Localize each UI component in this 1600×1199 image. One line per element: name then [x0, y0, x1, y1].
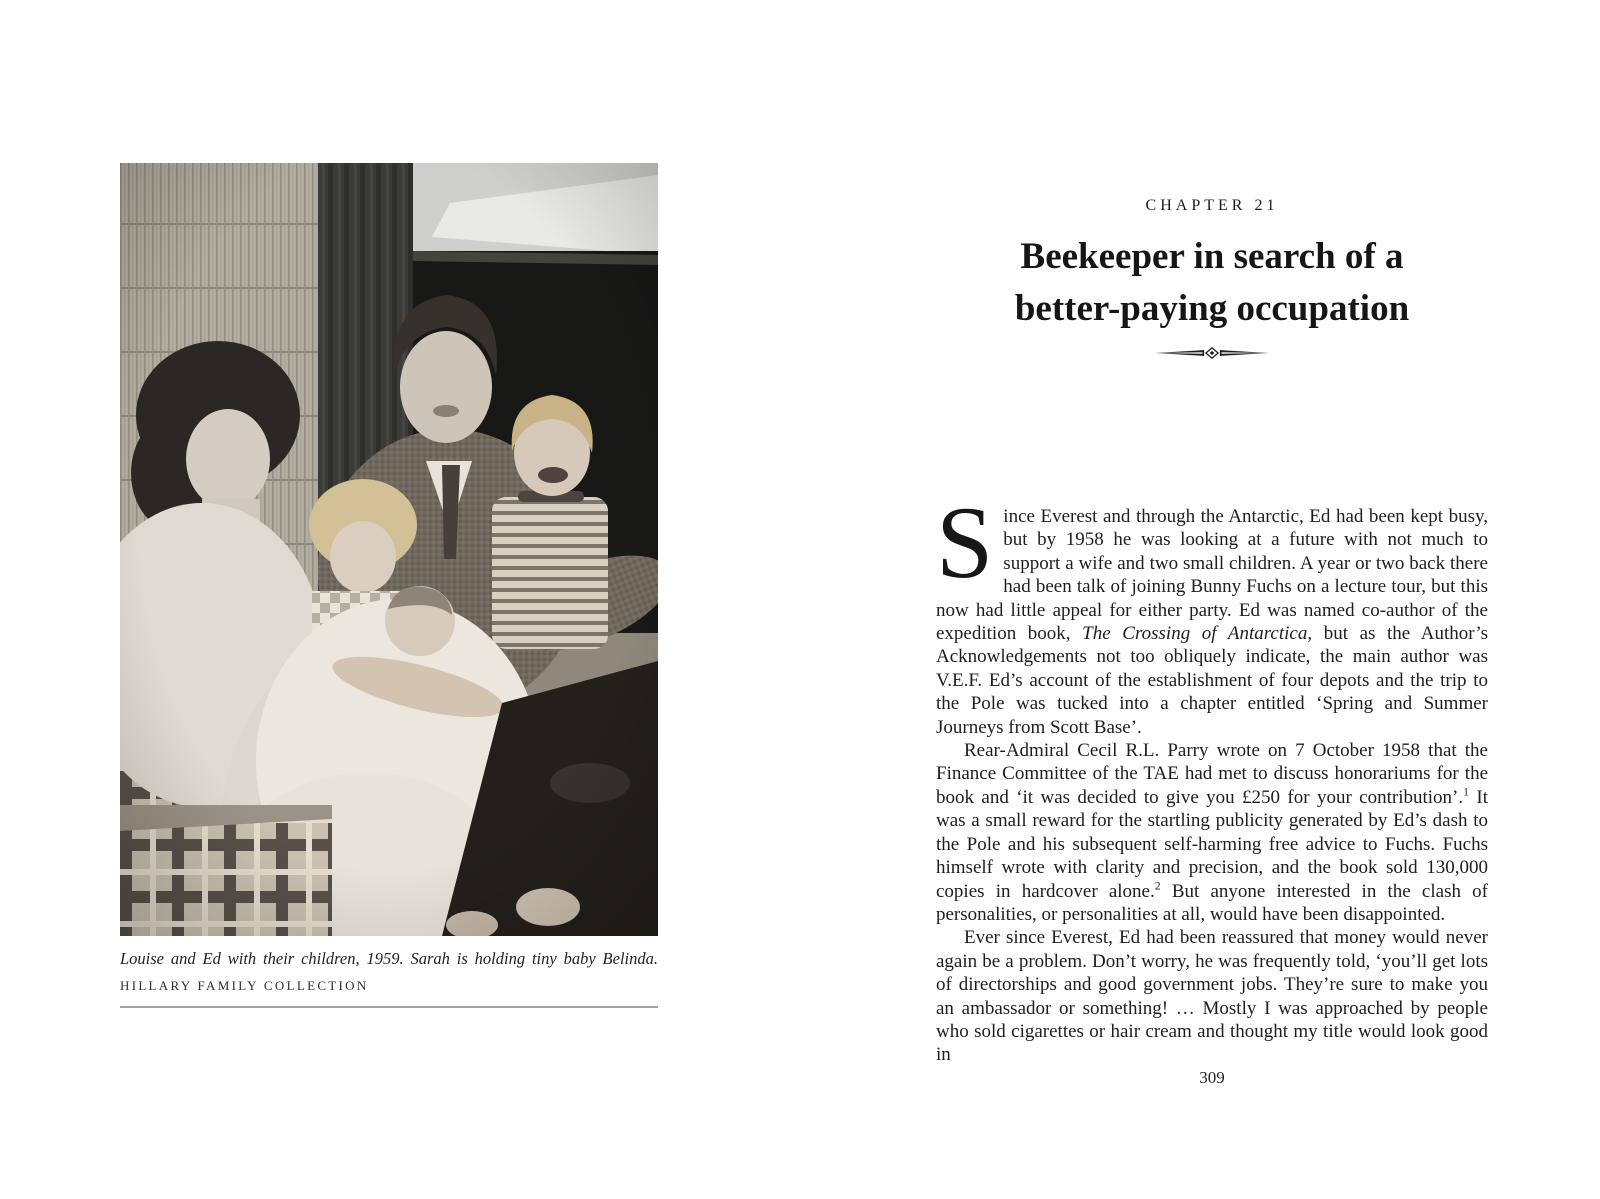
body-text [936, 486, 1489, 1067]
paragraph-1-text: ince Everest and through the Antarctic, Ed had been kept busy, but by 1958 he was looking at a future with not much to support a wife and two small children. A year or two back there had been talk of joining Bunny Fuchs on a lecture tour, but this now had little appeal for either party. Ed was named co-author of the expedition book, The Crossing of Antarctica, but as the Author’s Acknowledgements not too obliquely indicate, the main author was V.E.F. Ed’s account of the establishment of four depots and the trip to the Pole was tucked into a chapter entitled ‘Spring and Summer Journeys from Scott Base’. [936, 506, 1489, 738]
photo-caption: Louise and Ed with their children, 1959. Sarah is holding tiny baby Belinda. [120, 949, 658, 968]
caption-rule [120, 1006, 658, 1008]
divider-ornament-icon [1152, 346, 1272, 360]
chapter-title-line-1: Beekeeper in search of a [1020, 236, 1404, 277]
family-portrait-photo [120, 163, 658, 936]
family-portrait-illustration [120, 163, 658, 936]
paragraph-1 [936, 486, 1489, 739]
paragraph-3: Ever since Everest, Ed had been reassured that money would never again be a problem. Don’t worry, he was frequently told, ‘you’ll get lots of directorships and good government jobs. They’re sure to make you an ambassador or something! … Mostly I was approached by people who sold cigarettes or hair cream and thought my title would look good in [936, 927, 1488, 1066]
chapter-label: CHAPTER 21 [1145, 197, 1279, 214]
chapter-title-line-2: better-paying occupation [1014, 288, 1410, 329]
photo-credit: HILLARY FAMILY COLLECTION [120, 978, 369, 993]
chapter-title [906, 231, 1518, 335]
paragraph-2: Rear-Admiral Cecil R.L. Parry wrote on 7 October 1958 that the Finance Committee of the TAE had met to discuss honorariums for the book and ‘it was decided to give you £250 for your contribution’.$^1$ It was a small reward for the startling publicity generated by Ed’s dash to the Pole and his subsequent self-harming free advice to Fuchs. Fuchs himself wrote with clarity and precision, and the book sold 130,000 copies in hardcover alone.$^2$ But anyone interested in the clash of personalities, or personalities at all, would have been disappointed. [936, 740, 1488, 925]
page-number: 309 [1199, 1068, 1225, 1087]
drop-cap: S [936, 486, 994, 600]
